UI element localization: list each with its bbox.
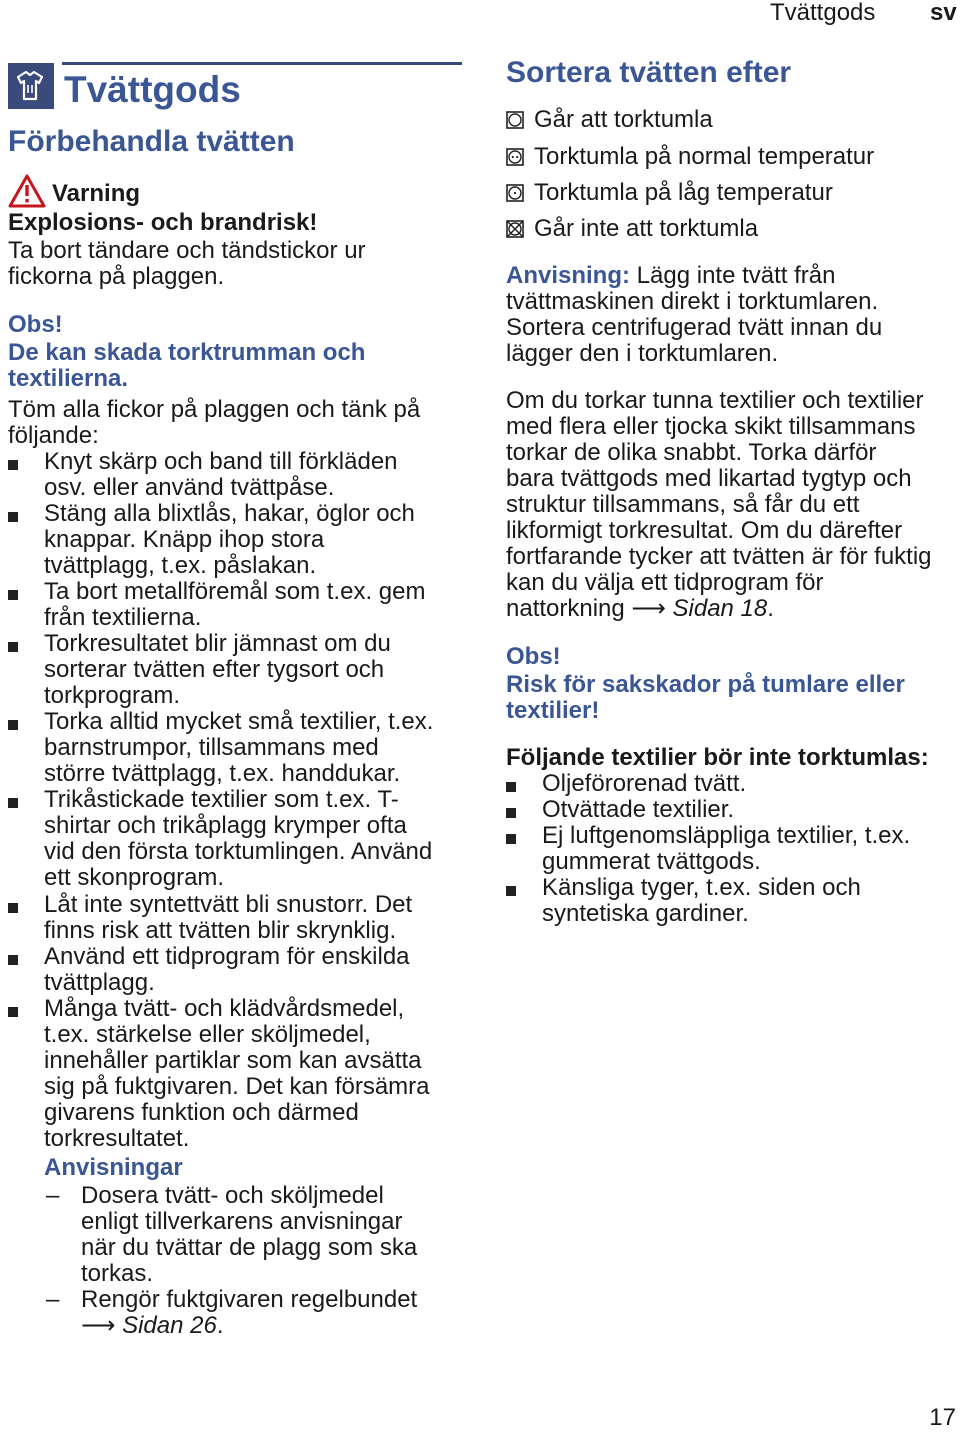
page-link-text[interactable]: Sidan 26: [122, 1312, 217, 1339]
list-item: Ej luftgenomsläppliga textilier, t.ex.: [542, 822, 911, 849]
paragraph-line: struktur tillsammans, så får du ett: [506, 491, 860, 518]
section-heading-sort: Sortera tvätten efter: [506, 56, 792, 89]
chapter-title: Tvättgods: [64, 69, 241, 110]
list-item: Knyt skärp och band till förkläden: [44, 448, 398, 475]
list-item-cont: tvättplagg.: [44, 969, 155, 996]
tip-text: tvättmaskinen direkt i torktumlaren.: [506, 288, 879, 315]
caution-text-1: De kan skada torktrumman och: [8, 339, 366, 366]
caution-text-1: Risk för sakskador på tumlare eller: [506, 671, 905, 698]
laundry-shirt-icon: [8, 63, 54, 109]
list-item-cont: torkprogram.: [44, 682, 181, 709]
list-item-cont: tvättplagg, t.ex. påslakan.: [44, 552, 317, 579]
caution-text-2: textilierna.: [8, 365, 129, 392]
list-item-cont: givarens funktion och därmed: [44, 1099, 359, 1126]
bullet-marker: [8, 720, 18, 730]
intro-text-1: Töm alla fickor på plaggen och tänk på: [8, 396, 421, 423]
note-item-cont: när du tvättar de plagg som ska: [81, 1234, 418, 1261]
list-item-cont: finns risk att tvätten blir skrynklig.: [44, 917, 397, 944]
list-item: Använd ett tidprogram för enskilda: [44, 943, 410, 970]
tip-text: Lägg inte tvätt från: [636, 262, 836, 289]
list-item: Torka alltid mycket små textilier, t.ex.: [44, 708, 434, 735]
care-symbol-label: Torktumla på låg temperatur: [534, 179, 833, 206]
note-item-cont: enligt tillverkarens anvisningar: [81, 1208, 403, 1235]
dash-marker: –: [46, 1286, 60, 1313]
tip-text: lägger den i torktumlaren.: [506, 340, 779, 367]
list-item-cont: gummerat tvättgods.: [542, 848, 761, 875]
bullet-marker: [8, 798, 18, 808]
list-item-cont: shirtar och trikåplagg krymper ofta: [44, 812, 407, 839]
paragraph-line: Om du torkar tunna textilier och textilier: [506, 387, 924, 414]
chapter-rule: [62, 62, 462, 65]
section-heading-pretreat: Förbehandla tvätten: [8, 125, 295, 158]
tumble-dry-allowed-icon: [506, 111, 524, 129]
list-item-cont: ett skonprogram.: [44, 864, 225, 891]
note-item-cont: torkas.: [81, 1260, 154, 1287]
list-item-cont: sorterar tvätten efter tygsort och: [44, 656, 385, 683]
intro-text-2: följande:: [8, 422, 99, 449]
page-reference-18[interactable]: [506, 596, 774, 622]
paragraph-line: kan du välja ett tidprogram för: [506, 569, 824, 596]
list-item-cont: innehåller partiklar som kan avsätta: [44, 1047, 422, 1074]
arrow-right-icon: ⟶: [631, 595, 666, 622]
paragraph-line: fortfarande tycker att tvätten är för fuktig: [506, 543, 932, 570]
dash-marker: –: [46, 1182, 60, 1209]
list-item-cont: sig på fuktgivaren. Det kan försämra: [44, 1073, 430, 1100]
list-item: Låt inte syntettvätt bli snustorr. Det: [44, 891, 413, 918]
list-item-cont: barnstrumpor, tillsammans med: [44, 734, 379, 761]
tumble-dry-low-temp-icon: [506, 184, 524, 202]
bullet-marker: [506, 782, 516, 792]
paragraph-line: torkar de olika snabbt. Torka därför: [506, 439, 877, 466]
list-item-cont: t.ex. stärkelse eller sköljmedel,: [44, 1021, 371, 1048]
list-item-cont: torkresultatet.: [44, 1125, 190, 1152]
paragraph-line-end: nattorkning: [506, 595, 625, 622]
note-item: Rengör fuktgivaren regelbundet: [81, 1286, 418, 1313]
bullet-marker: [8, 512, 18, 522]
bullet-marker: [506, 808, 516, 818]
list-item-cont: knappar. Knäpp ihop stora: [44, 526, 325, 553]
list-item: Oljeförorenad tvätt.: [542, 770, 747, 797]
warning-title: Explosions- och brandrisk!: [8, 209, 318, 236]
list-item: Trikåstickade textilier som t.ex. T-: [44, 786, 399, 813]
paragraph-line: likformigt torkresultat. Om du därefter: [506, 517, 903, 544]
list-item: Torkresultatet blir jämnast om du: [44, 630, 391, 657]
warning-label: Varning: [52, 180, 141, 207]
running-header-section: Tvättgods: [770, 0, 876, 26]
paragraph-line: bara tvättgods med likartad tygtyp och: [506, 465, 912, 492]
page-number: 17: [929, 1404, 956, 1431]
list-item: Känsliga tyger, t.ex. siden och: [542, 874, 861, 901]
arrow-right-icon: ⟶: [81, 1312, 116, 1339]
bullet-marker: [506, 886, 516, 896]
warning-text-1: Ta bort tändare och tändstickor ur: [8, 237, 366, 264]
punctuation: .: [767, 595, 774, 622]
warning-text-2: fickorna på plaggen.: [8, 263, 225, 290]
care-symbol-label: Går inte att torktumla: [534, 215, 759, 242]
bullet-marker: [8, 590, 18, 600]
paragraph-line: med flera eller tjocka skikt tillsammans: [506, 413, 916, 440]
tip-line-1: [506, 263, 835, 289]
warning-triangle-icon: [8, 174, 46, 208]
caution-label: Obs!: [8, 311, 63, 338]
bullet-marker: [8, 1007, 18, 1017]
list-item-cont: vid den första torktumlingen. Använd: [44, 838, 433, 865]
caution-text-2: textilier!: [506, 697, 600, 724]
list-item-cont: från textilierna.: [44, 604, 202, 631]
care-symbol-label: Går att torktumla: [534, 106, 713, 133]
tumble-dry-normal-temp-icon: [506, 148, 524, 166]
list-item: Ta bort metallföremål som t.ex. gem: [44, 578, 426, 605]
tip-label: Anvisning:: [506, 262, 630, 289]
care-symbol-label: Torktumla på normal temperatur: [534, 143, 875, 170]
tip-text: Sortera centrifugerad tvätt innan du: [506, 314, 883, 341]
page-link-text[interactable]: Sidan 18: [672, 595, 768, 622]
notes-heading: Anvisningar: [44, 1154, 183, 1181]
bullet-marker: [506, 834, 516, 844]
tumble-dry-not-allowed-icon: [506, 220, 524, 238]
caution-label: Obs!: [506, 643, 561, 670]
list-item: Otvättade textilier.: [542, 796, 735, 823]
list-item: Många tvätt- och klädvårdsmedel,: [44, 995, 405, 1022]
list-item-cont: osv. eller använd tvättpåse.: [44, 474, 335, 501]
list-item-cont: syntetiska gardiner.: [542, 900, 749, 927]
page-reference-26[interactable]: [81, 1313, 224, 1339]
note-item: Dosera tvätt- och sköljmedel: [81, 1182, 384, 1209]
list-item-cont: större tvättplagg, t.ex. handdukar.: [44, 760, 401, 787]
not-tumble-heading: Följande textilier bör inte torktumlas:: [506, 744, 929, 771]
list-item: Stäng alla blixtlås, hakar, öglor och: [44, 500, 415, 527]
bullet-marker: [8, 642, 18, 652]
bullet-marker: [8, 460, 18, 470]
punctuation: .: [216, 1312, 224, 1339]
running-header-lang: sv: [930, 0, 957, 26]
bullet-marker: [8, 955, 18, 965]
bullet-marker: [8, 903, 18, 913]
